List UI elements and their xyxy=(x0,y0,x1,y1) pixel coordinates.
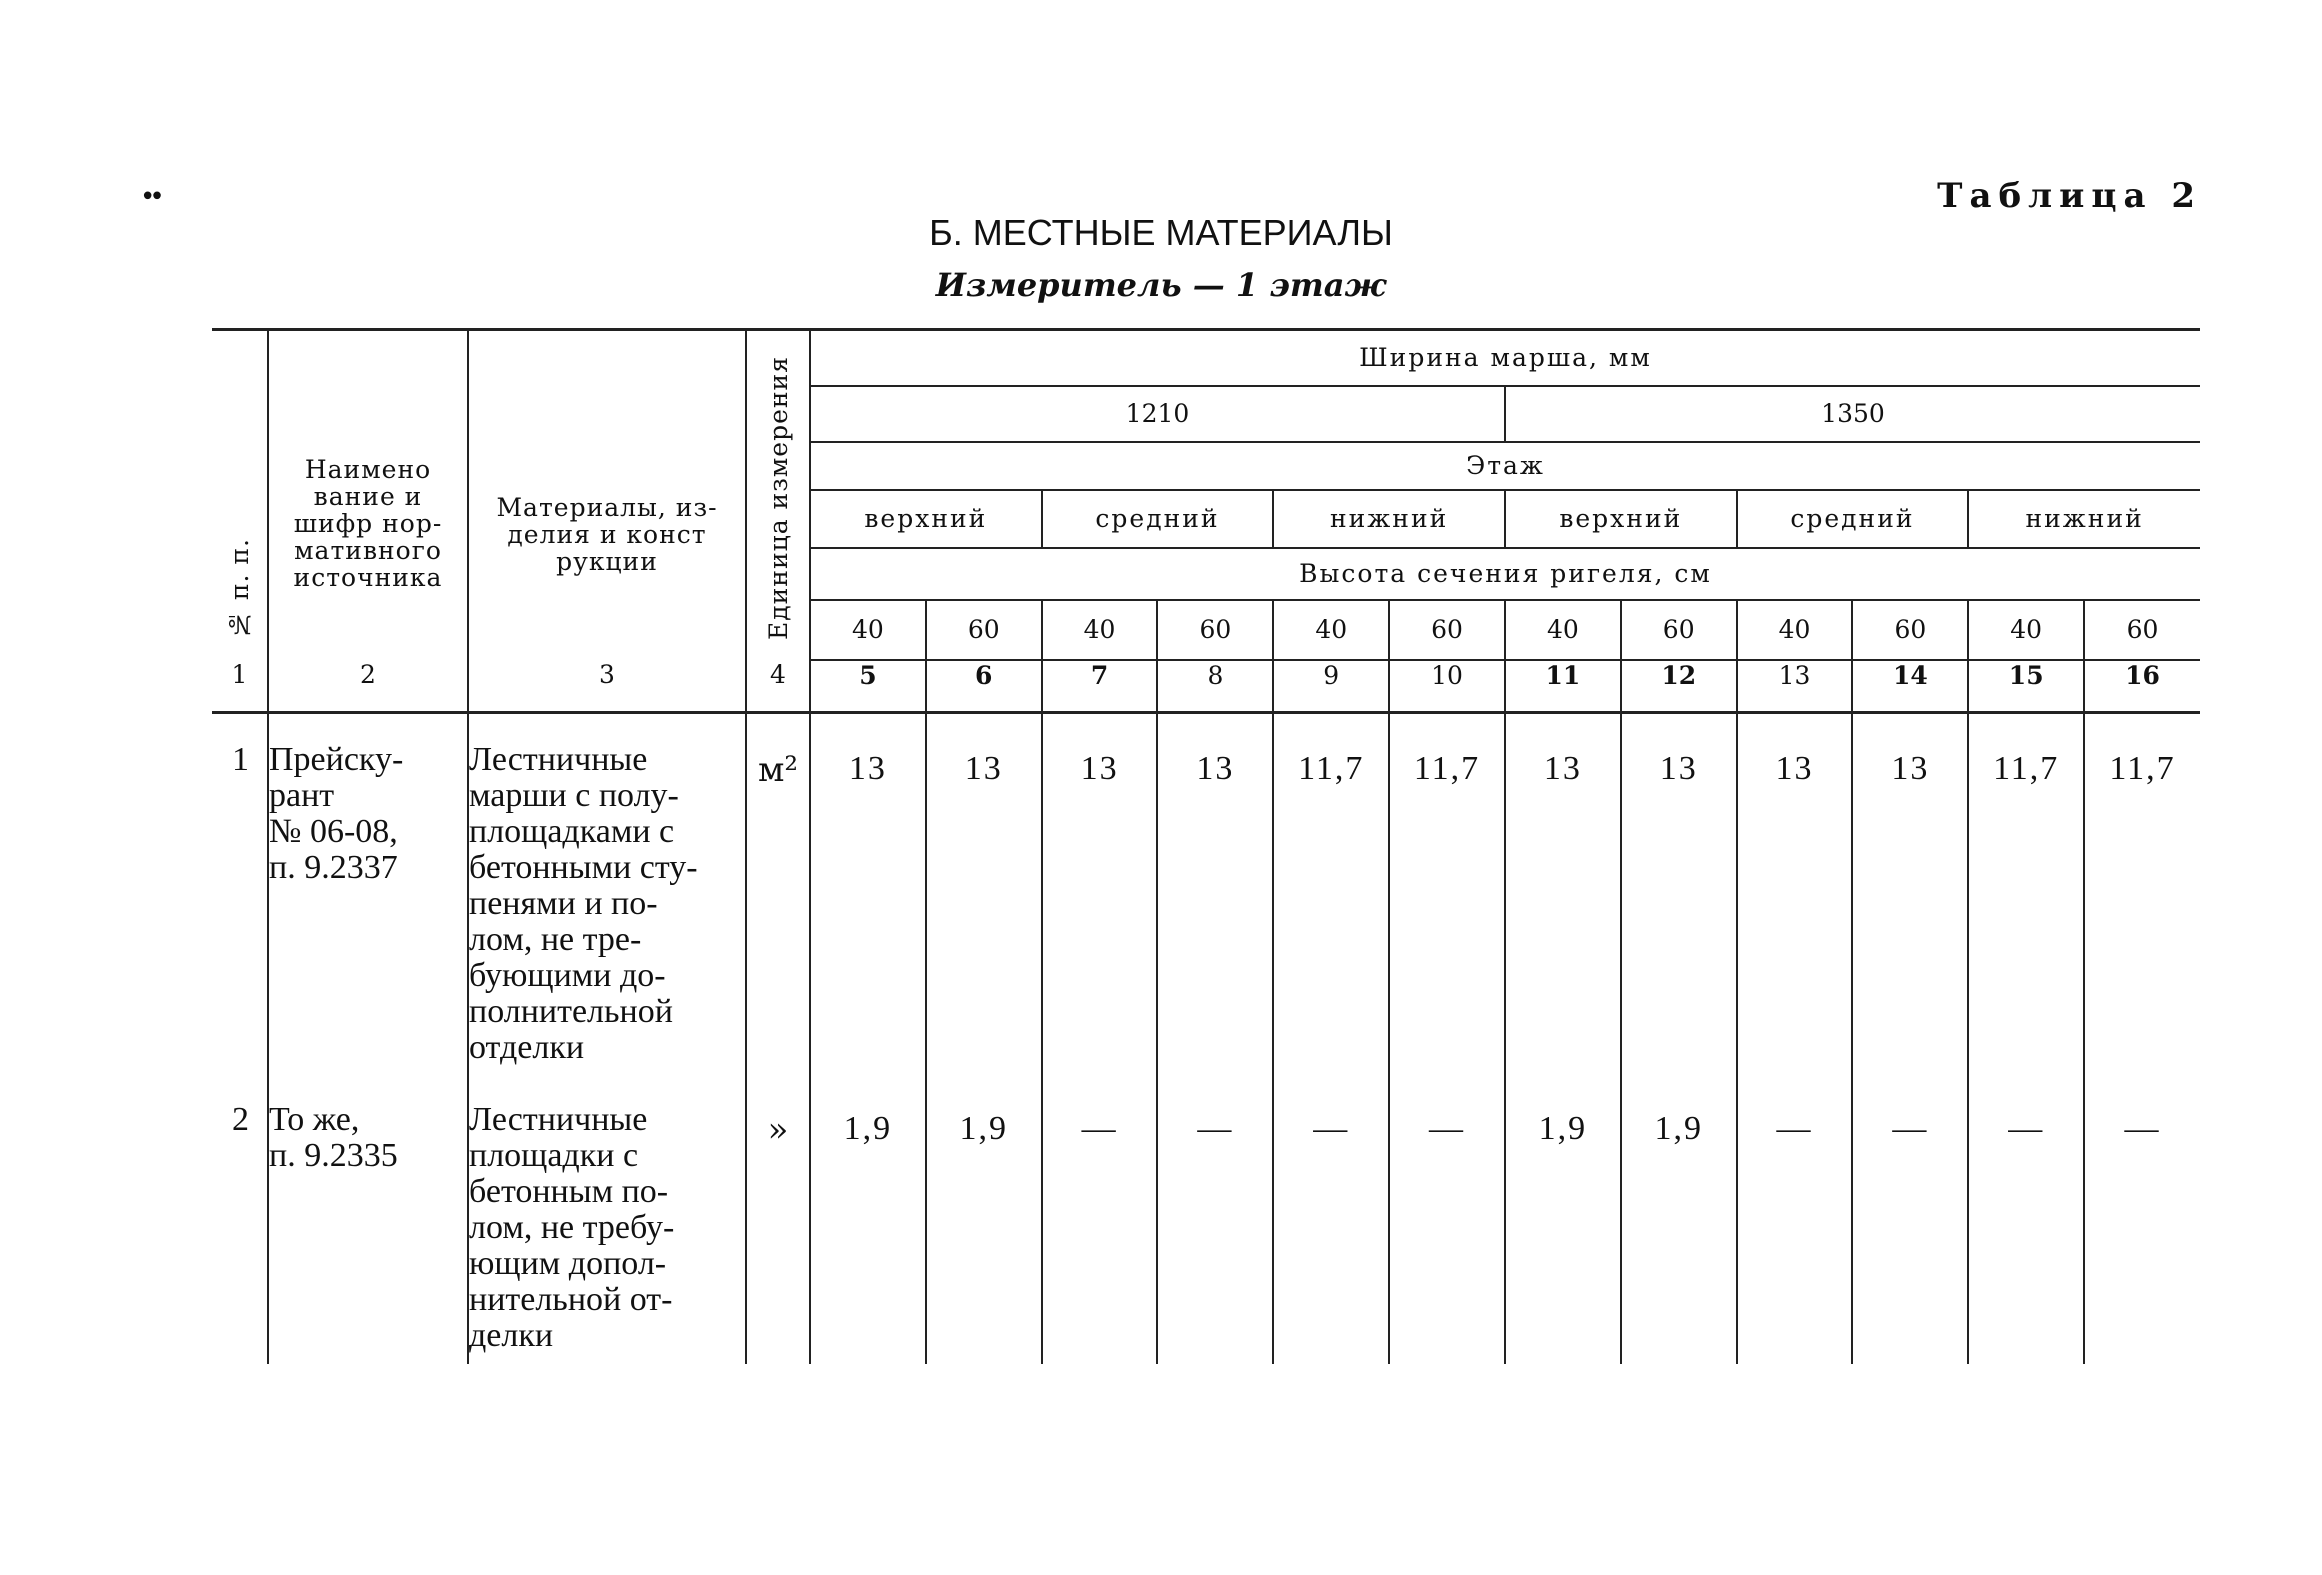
value-cell: 13 xyxy=(1505,742,1621,1102)
col-number: 10 xyxy=(1389,660,1505,713)
width-1350: 1350 xyxy=(1505,386,2200,442)
value-cell: 13 xyxy=(1852,742,1968,1102)
page-title: Б. МЕСТНЫЕ МАТЕРИАЛЫ xyxy=(929,212,1393,253)
floor-lower-1210: нижний xyxy=(1273,490,1505,548)
col-number: 16 xyxy=(2084,660,2200,713)
floor-middle-1350: средний xyxy=(1737,490,1969,548)
col-header-materials: Материалы, из- делия и конст рукции xyxy=(468,330,746,660)
unit-cell: » xyxy=(746,1102,810,1364)
value-cell: — xyxy=(1968,1102,2084,1364)
value-cell: 11,7 xyxy=(2084,742,2200,1102)
value-cell: — xyxy=(2084,1102,2200,1364)
col-number: 3 xyxy=(468,660,746,713)
row-number: 1 xyxy=(232,740,249,778)
page-subtitle: Измеритель — 1 этаж xyxy=(935,266,1387,304)
col-number: 8 xyxy=(1157,660,1273,713)
height-cell: 60 xyxy=(1157,600,1273,660)
col-number: 13 xyxy=(1737,660,1853,713)
col-number: 14 xyxy=(1852,660,1968,713)
value-cell: — xyxy=(1273,1102,1389,1364)
value-cell: 13 xyxy=(810,742,926,1102)
col-number: 12 xyxy=(1621,660,1737,713)
col-number: 2 xyxy=(268,660,468,713)
col-header-number: № п. п. xyxy=(225,538,254,640)
value-cell: 11,7 xyxy=(1389,742,1505,1102)
height-cell: 40 xyxy=(1968,600,2084,660)
floor-middle-1210: средний xyxy=(1042,490,1274,548)
value-cell: 1,9 xyxy=(810,1102,926,1364)
value-cell: 13 xyxy=(926,742,1042,1102)
height-cell: 60 xyxy=(1621,600,1737,660)
col-number: 15 xyxy=(1968,660,2084,713)
page-marker: •• xyxy=(140,182,159,212)
floor-lower-1350: нижний xyxy=(1968,490,2200,548)
height-cell: 60 xyxy=(926,600,1042,660)
beam-height-header: Высота сечения ригеля, см xyxy=(810,548,2200,600)
col-number: 11 xyxy=(1505,660,1621,713)
col-header-source: Наимено вание и шифр нор- мативного источника xyxy=(268,330,468,660)
floor-upper-1350: верхний xyxy=(1505,490,1737,548)
height-cell: 60 xyxy=(1389,600,1505,660)
value-cell: — xyxy=(1737,1102,1853,1364)
value-cell: — xyxy=(1389,1102,1505,1364)
materials-table xyxy=(212,328,2200,1364)
col-number: 1 xyxy=(212,660,268,713)
value-cell: 13 xyxy=(1157,742,1273,1102)
value-cell: — xyxy=(1852,1102,1968,1364)
table-row xyxy=(212,742,2200,1102)
value-cell: 1,9 xyxy=(926,1102,1042,1364)
floor-header: Этаж xyxy=(810,442,2200,490)
col-header-unit: Единица измерения xyxy=(746,330,810,660)
source-cell: То же, п. 9.2335 xyxy=(268,1102,468,1364)
col-number: 4 xyxy=(746,660,810,713)
height-cell: 40 xyxy=(1042,600,1158,660)
height-cell: 40 xyxy=(810,600,926,660)
col-number: 5 xyxy=(810,660,926,713)
material-cell: Лестничные площадки с бетонным по- лом, не требу- ющим допол- нительной от- делки xyxy=(468,1102,746,1364)
value-cell: 11,7 xyxy=(1273,742,1389,1102)
value-cell: 13 xyxy=(1737,742,1853,1102)
height-cell: 60 xyxy=(2084,600,2200,660)
col-number: 7 xyxy=(1042,660,1158,713)
col-number: 9 xyxy=(1273,660,1389,713)
value-cell: 11,7 xyxy=(1968,742,2084,1102)
width-1210: 1210 xyxy=(810,386,1505,442)
width-header: Ширина марша, мм xyxy=(810,330,2200,386)
height-cell: 40 xyxy=(1505,600,1621,660)
value-cell: — xyxy=(1157,1102,1273,1364)
floor-upper-1210: верхний xyxy=(810,490,1042,548)
height-cell: 60 xyxy=(1852,600,1968,660)
table-label: Таблица 2 xyxy=(1937,176,2202,216)
value-cell: 1,9 xyxy=(1621,1102,1737,1364)
row-number: 2 xyxy=(232,1100,249,1138)
value-cell: 13 xyxy=(1042,742,1158,1102)
col-number: 6 xyxy=(926,660,1042,713)
source-cell: Прейску- рант № 06-08, п. 9.2337 xyxy=(268,742,468,1102)
value-cell: 1,9 xyxy=(1505,1102,1621,1364)
height-cell: 40 xyxy=(1273,600,1389,660)
value-cell: — xyxy=(1042,1102,1158,1364)
height-cell: 40 xyxy=(1737,600,1853,660)
value-cell: 13 xyxy=(1621,742,1737,1102)
unit-cell: м² xyxy=(746,742,810,1102)
material-cell: Лестничные марши с полу- площадками с бетонными сту- пенями и по- лом, не тре- бующими до- полнительной отделки xyxy=(468,742,746,1102)
table-row xyxy=(212,1102,2200,1364)
